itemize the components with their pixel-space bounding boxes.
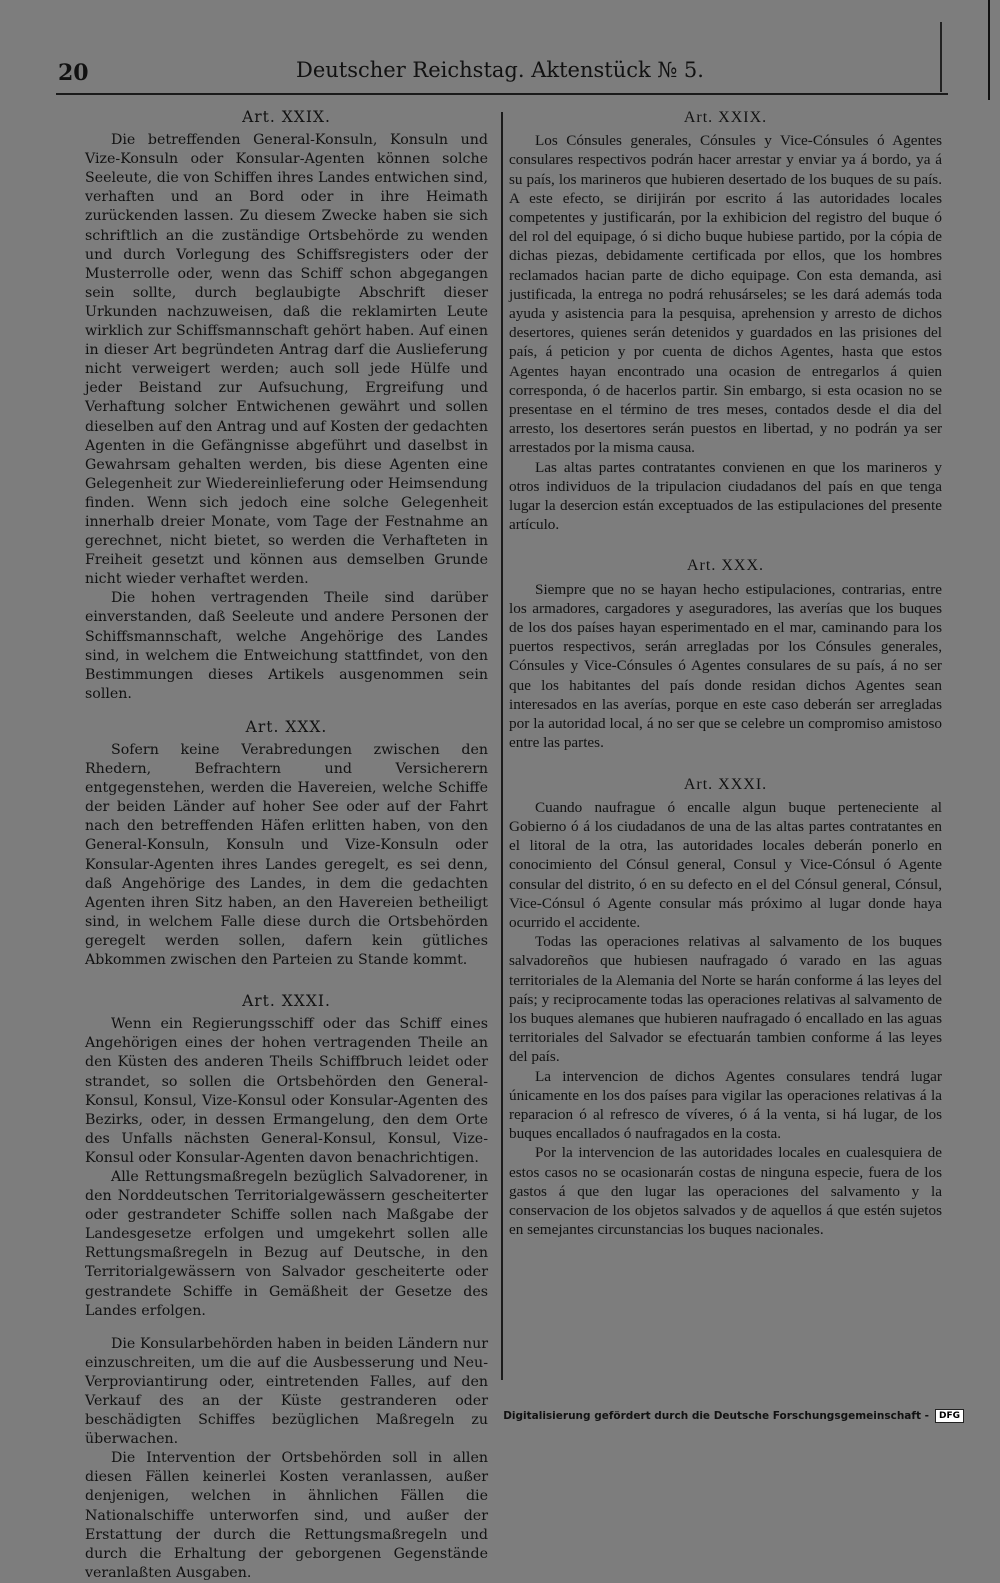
article-paragraph: Siempre que no se hayan hecho estipulaciones, contrarias, entre los armadores, cargadores y aseguradores, las averías que los buques de los dos países hayan esperimentado en el mar, caminando para los puertos respectivos, serán arregladas por los Cónsules generales, Cónsules y Vice-Cónsules ó Agentes consulares de su país, á no ser que los habitantes del país donde residan dichos Agentes sean interesados en las averías, porque en este caso deberán ser arregladas por la autoridad local, á no ser que se celebre un compromiso amistoso entre las partes. xyxy=(509,580,942,752)
digitization-credit xyxy=(503,1409,964,1423)
article-paragraph: Las altas partes contratantes convienen en que los marineros y otros individuos de la tripulacion ciudadanos del país en que tenga lugar la desercion están exceptuados de las estipulaciones del presente artículo. xyxy=(509,458,942,534)
article-heading: Art. XXX. xyxy=(687,557,764,575)
spanish-column xyxy=(509,108,942,1239)
credit-text: Digitalisierung gefördert durch die Deutsche Forschungsgemeinschaft - xyxy=(503,1410,929,1422)
header-rule xyxy=(56,93,948,95)
article-paragraph: Die Konsularbehörden haben in beiden Ländern nur einzuschreiten, um die auf die Ausbesserung und Neu-Verproviantirung oder, eintretenden Falles, auf den Verkauf des an der Küste gestranderen oder beschädigten Schiffes bezüglichen Maßregeln zu überwachen. xyxy=(85,1335,488,1448)
article-paragraph: Alle Rettungsmaßregeln bezüglich Salvadorener, in den Norddeutschen Territorialgewässern gescheiterter oder gestrandeter Schiffe sollen nach Maßgabe der Landesgesetze erfolgen und umgekehrt sollen alle Rettungsmaßregeln in Bezug auf Deutsche, in den Territorialgewässern von Salvador gescheiterte oder gestrandete Schiffe in Gemäßheit der Gesetze des Landes erfolgen. xyxy=(85,1168,488,1319)
article-heading: Art. XXXI. xyxy=(242,992,331,1011)
article-paragraph: Todas las operaciones relativas al salvamento de los buques salvadoreños que hubiesen naufragado ó varado en las aguas territoriales de la Alemania del Norte se harán conforme á las leyes del país; y reciprocamente todas las operaciones relativas al salvamento de los buques alemanes que hubieren naufragado ó encallado en las aguas territoriales del Salvador se efectuarán tambien conforme á las leyes del país. xyxy=(509,933,942,1066)
article-heading: Art. XXX. xyxy=(245,717,328,736)
article-paragraph: Sofern keine Verabredungen zwischen den Rhedern, Befrachtern und Versicherern entgegenstehen, werden die Havereien, welche Schiffe der beiden Länder auf hoher See oder auf der Fahrt nach den betreffenden Häfen erlitten haben, von den General-Konsuln, Konsuln und Vize-Konsuln oder Konsular-Agenten ihres Landes geregelt, es sei denn, daß Angehörige des Landes, in dem die gedachten Agenten ihren Sitz haben, an den Havereien betheiligt sind, in welchem Falle diese durch die Ortsbehörden geregelt werden sollen, dafern kein gütliches Abkommen zwischen den Parteien zu Stande kommt. xyxy=(85,742,488,969)
article-paragraph: Die betreffenden General-Konsuln, Konsuln und Vize-Konsuln oder Konsular-Agenten können solche Seeleute, die von Schiffen ihres Landes entwichen sind, verhaften und an Bord oder in ihre Heimath zurückenden lassen. Zu diesem Zwecke haben sie sich schriftlich an die zuständige Ortsbehörde zu wenden und durch Vorlegung des Schiffsregisters oder der Musterrolle oder, wenn das Schiff schon abgegangen sein sollte, durch beglaubigte Abschrift dieser Urkunden nachzuweisen, daß die reklamirten Leute wirklich zur Schiffsmannschaft gehört haben. Auf einen in dieser Art begründeten Antrag darf die Auslieferung nicht verweigert werden; auch soll jede Hülfe und jeder Beistand zur Aufsuchung, Ergreifung und Verhaftung solcher Entwichenen gewährt und sollen dieselben auf den Antrag und auf Kosten der gedachten Agenten in die Gefängnisse abgeführt und daselbst in Gewahrsam gehalten werden, bis diese Agenten eine Gelegenheit zur Wiedereinlieferung oder Heimsendung finden. Wenn sich jedoch eine solche Gelegenheit innerhalb dreier Monate, vom Tage der Festnahme an gerechnet, nicht bietet, so werden die Verhafteten in Freiheit gesetzt und können aus demselben Grunde nicht wieder verhaftet werden. xyxy=(85,132,488,588)
article-xxxi-de xyxy=(85,992,488,1583)
article-heading: Art. XXIX. xyxy=(683,109,768,126)
article-xxix-es xyxy=(509,108,942,534)
article-xxxi-es xyxy=(509,775,942,1240)
article-heading: Art. XXIX. xyxy=(242,108,331,126)
article-paragraph: Por la intervencion de las autoridades locales en cualesquiera de estos casos no se ocasionarán costas de ninguna especie, fuera de los gastos á que den lugar las operaciones del salvamento y la conservacion de los objetos salvados y de aquellos á que estén sujetos en semejantes circunstancias los buques nacionales. xyxy=(509,1144,942,1239)
column-divider xyxy=(501,112,503,1380)
german-column xyxy=(85,108,488,1583)
page-number: 20 xyxy=(58,60,89,86)
article-paragraph: Los Cónsules generales, Cónsules y Vice-Cónsules ó Agentes consulares respectivos podrán hacer arrestar y enviar ya á bordo, ya á su país, los marineros que hubieren desertado de los buques de su país. A este efecto, se dirijirán por escrito á las autoridades locales competentes y justificarán, por la exhibicion del registro del buque ó del rol del equipage, ó si dicho buque hubiese partido, por la cópia de dichas piezas, debidamente certificada por ellos, que los hombres reclamados hacian parte de dicho equipage. Con esta demanda, asi justificada, la entrega no podrá rehusárseles; se les dará además toda ayuda y asistencia para la pesquisa, aprehension y arresto de dichos desertores, quienes serán detenidos y guardados en las prisiones del país, á peticion y por cuenta de dichos Agentes, hasta que estos Agentes hayan encontrado una ocasion de entregarlos á quien corresponda, ó de hacerlos partir. Sin embargo, si esta ocasion no se presentase en el término de tres meses, contados desde el dia del arresto, los desertores serán puestos en libertad, y no podrán ya ser arrestados por la misma causa. xyxy=(509,132,942,457)
article-paragraph: Die Intervention der Ortsbehörden soll in allen diesen Fällen keinerlei Kosten veranlassen, außer denjenigen, welchen in ähnlichen Fällen die Nationalschiffe unterworfen sind, und außer der Erstattung der durch die Rettungsmaßregeln und durch die Erhaltung der geborgenen Gegenstände veranlaßten Ausgaben. xyxy=(85,1450,488,1581)
dfg-logo: DFG xyxy=(935,1409,964,1423)
article-paragraph: Wenn ein Regierungsschiff oder das Schiff eines Angehörigen eines der hohen vertragenden Theile an den Küsten des anderen Theils Schiffbruch leidet oder strandet, so sollen die Ortsbehörden den General-Konsul, Konsul, Vize-Konsul oder Konsular-Agenten des Bezirks, oder, in dessen Ermangelung, den dem Orte des Unfalls nächsten General-Konsul, Konsul, Vize-Konsul oder Konsular-Agenten davon benachrichtigen. xyxy=(85,1016,488,1166)
article-paragraph: Cuando naufrague ó encalle algun buque perteneciente al Gobierno ó á los ciudadanos de una de las altas partes contratantes en el litoral de la otra, las autoridades locales deberán ponerlo en conocimiento del Cónsul general, Consul y Vice-Cónsul ó Agente consular del distrito, ó en su defecto en el del Cónsul general, Cónsul, Vice-Cónsul ó Agente consular más próximo al lugar donde haya ocurrido el accidente. xyxy=(509,798,942,931)
running-title: Deutscher Reichstag. Aktenstück № 5. xyxy=(296,58,704,82)
article-paragraph: Die hohen vertragenden Theile sind darüber einverstanden, daß Seeleute und andere Personen der Schiffsmannschaft, welche Angehörige des Landes sind, in welchem die Entweichung stattfindet, von den Bestimmungen dieses Artikels ausgenommen sein sollen. xyxy=(85,590,488,702)
article-paragraph: La intervencion de dichos Agentes consulares tendrá lugar únicamente en los dos países para vigilar las operaciones relativas á la reparacion ó al refresco de víveres, ó á la venta, si há lugar, de los buques encallados ó naufragados en la costa. xyxy=(509,1067,942,1143)
article-xxx-de xyxy=(85,718,488,970)
article-xxix-de xyxy=(85,108,488,704)
article-heading: Art. XXXI. xyxy=(683,775,768,793)
article-xxx-es xyxy=(509,556,942,752)
scan-edge-line xyxy=(988,0,990,100)
